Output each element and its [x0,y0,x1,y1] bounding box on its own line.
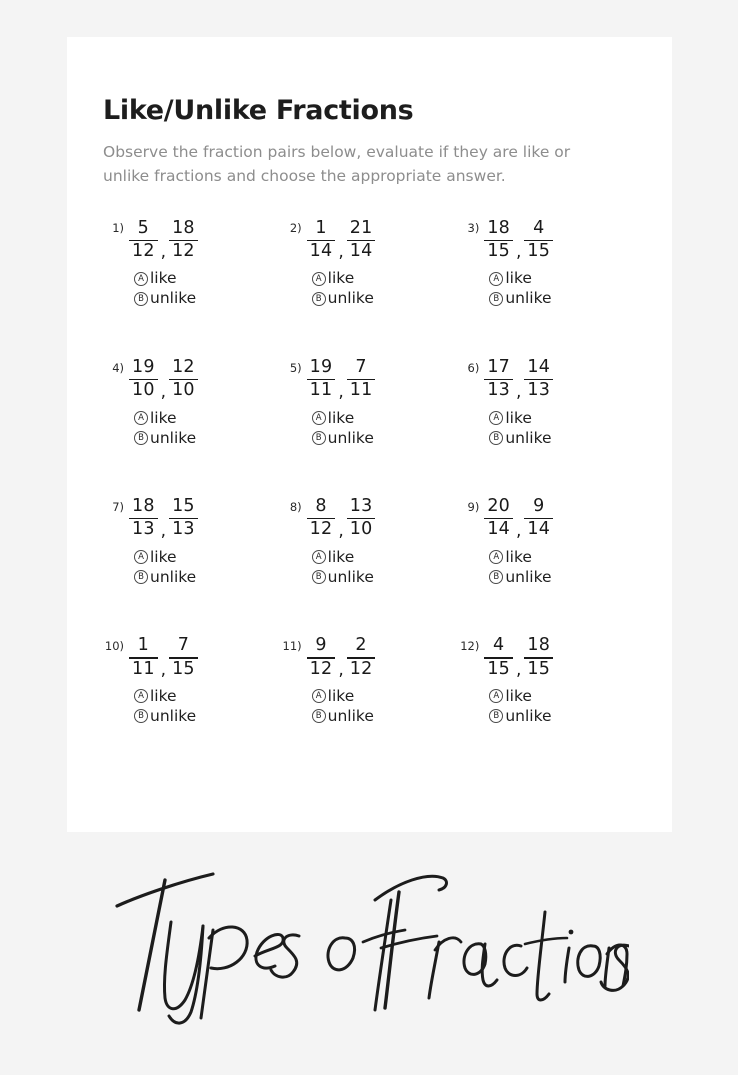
fraction-first [129,637,158,678]
option-a[interactable] [312,688,459,705]
problem-number: 12) [460,638,480,653]
pair-separator: , [160,242,167,263]
option-a[interactable] [489,688,636,705]
numerator: 19 [132,357,155,378]
worksheet-card [67,37,672,832]
option-a[interactable] [489,410,636,427]
numerator: 9 [533,496,545,517]
denominator: 11 [309,380,333,401]
answer-options [484,688,636,728]
fraction-pair [307,359,459,401]
option-a[interactable] [134,410,281,427]
option-a-label: like [327,686,355,705]
problem-number: 4) [112,360,124,375]
numerator: 14 [527,357,551,378]
numerator: 18 [527,635,551,656]
option-b-circle-icon[interactable]: B [312,431,326,445]
option-a[interactable] [312,270,459,287]
option-a[interactable] [134,270,281,287]
answer-options [307,688,459,728]
problem-item [281,359,459,450]
denominator: 12 [132,241,155,262]
option-a[interactable] [489,549,636,566]
option-a-label: like [150,547,177,566]
problem-item [281,498,459,589]
option-a-label: like [150,408,177,427]
option-b[interactable] [312,430,459,447]
worksheet-instructions: Observe the fraction pairs below, evaluate if they are like or unlike fractions and choose the appropriate answer. [103,143,571,186]
answer-options [484,549,636,589]
option-b-circle-icon[interactable]: B [489,709,503,723]
problem-item [458,219,636,310]
fraction-second [169,220,198,261]
option-a-circle-icon[interactable]: A [312,411,326,425]
numerator: 17 [487,357,510,378]
fraction-pair [484,637,636,679]
option-b-circle-icon[interactable]: B [134,431,148,445]
fraction-pair [129,359,281,401]
option-a-circle-icon[interactable]: A [489,411,503,425]
answer-options [484,410,636,450]
option-b[interactable] [134,569,281,586]
answer-options [307,549,459,589]
pair-separator: , [160,659,167,680]
problem-body [484,637,636,728]
fraction-second [347,637,376,678]
option-b-circle-icon[interactable]: B [312,570,326,584]
problem-number: 3) [467,221,480,236]
answer-options [307,270,459,310]
fraction-first [484,220,513,261]
page-title: Like/Unlike Fractions [103,95,414,126]
option-b[interactable] [134,430,281,447]
denominator: 12 [309,658,333,679]
option-a-label: like [150,686,177,705]
problem-number: 5) [289,360,302,375]
option-a-label: like [327,547,355,566]
option-b-circle-icon[interactable]: B [134,709,148,723]
answer-options [307,410,459,450]
problem-body [307,359,459,450]
option-b-label: unlike [327,567,374,586]
pair-separator: , [516,242,522,263]
numerator: 2 [355,635,367,656]
denominator: 14 [527,519,551,540]
problem-number: 1) [112,221,124,236]
problem-item [458,359,636,450]
option-b[interactable] [312,569,459,586]
fraction-first [307,498,336,539]
problem-body [129,219,281,310]
fraction-pair [484,359,636,401]
fraction-pair [129,219,281,261]
problem-item [103,498,281,589]
option-b[interactable] [489,430,636,447]
option-a-circle-icon[interactable]: A [312,272,326,286]
answer-options [484,270,636,310]
fraction-first [484,498,513,539]
pair-separator: , [338,381,344,402]
fraction-second [169,637,198,678]
option-b[interactable] [489,708,636,725]
option-b-circle-icon[interactable]: B [312,709,326,723]
handwritten-title-icon [109,860,629,1030]
answer-options [129,270,281,310]
numerator: 4 [533,218,545,239]
option-a[interactable] [312,410,459,427]
fraction-pair [307,219,459,261]
denominator: 12 [349,658,373,679]
option-b-circle-icon[interactable]: B [134,570,148,584]
fraction-first [484,637,513,678]
problem-number: 6) [467,360,480,375]
option-a-label: like [505,547,532,566]
problem-number: 8) [289,499,302,514]
option-a-label: like [505,269,532,288]
fraction-pair [129,498,281,540]
denominator: 15 [487,241,510,262]
problem-item [103,219,281,310]
denominator: 14 [487,519,510,540]
fraction-second [347,359,376,400]
option-b-label: unlike [505,706,552,725]
option-b[interactable] [312,708,459,725]
problem-number: 2) [289,221,302,236]
option-a-circle-icon[interactable]: A [134,550,148,564]
option-b[interactable] [489,569,636,586]
denominator: 13 [487,380,510,401]
fraction-second [524,359,553,400]
fraction-second [524,498,553,539]
fraction-pair [129,637,281,679]
option-a-label: like [505,686,532,705]
pair-separator: , [516,659,522,680]
option-b-circle-icon[interactable]: B [489,570,503,584]
denominator: 14 [349,241,373,262]
denominator: 15 [172,658,195,679]
numerator: 19 [309,357,333,378]
option-a-label: like [150,269,177,288]
fraction-second [347,498,376,539]
problem-body [307,219,459,310]
problem-grid [103,219,636,727]
pair-separator: , [516,520,522,541]
problem-body [484,359,636,450]
numerator: 5 [137,218,149,239]
fraction-first [129,220,158,261]
numerator: 7 [355,357,367,378]
option-b-label: unlike [327,706,374,725]
problem-body [484,219,636,310]
denominator: 15 [527,658,551,679]
pair-separator: , [160,520,167,541]
option-a-circle-icon[interactable]: A [312,550,326,564]
fraction-second [347,220,376,261]
denominator: 13 [132,519,155,540]
problem-number: 9) [467,499,480,514]
denominator: 12 [309,519,333,540]
option-a-circle-icon[interactable]: A [134,411,148,425]
pair-separator: , [516,381,522,402]
numerator: 13 [349,496,373,517]
denominator: 15 [527,241,551,262]
denominator: 10 [132,380,155,401]
denominator: 15 [487,658,510,679]
option-a-circle-icon[interactable]: A [134,272,148,286]
pair-separator: , [160,381,167,402]
numerator: 7 [177,635,190,656]
option-b-label: unlike [150,567,197,586]
answer-options [129,549,281,589]
denominator: 14 [309,241,333,262]
option-b-circle-icon[interactable]: B [489,292,503,306]
numerator: 9 [315,635,327,656]
denominator: 13 [172,519,195,540]
fraction-second [169,498,198,539]
numerator: 1 [315,218,327,239]
numerator: 21 [349,218,373,239]
problem-body [484,498,636,589]
pair-separator: , [338,242,344,263]
option-a-label: like [327,408,355,427]
pair-separator: , [338,520,344,541]
fraction-first [307,359,336,400]
fraction-first [307,637,336,678]
option-b-circle-icon[interactable]: B [312,292,326,306]
fraction-first [129,359,158,400]
numerator: 18 [172,218,195,239]
denominator: 11 [349,380,373,401]
problem-number: 7) [112,499,124,514]
fraction-pair [484,219,636,261]
problem-item [281,637,459,728]
problem-item [458,637,636,728]
option-a-circle-icon[interactable]: A [489,550,503,564]
denominator: 10 [349,519,373,540]
problem-body [307,498,459,589]
worksheet-content [67,37,672,728]
option-b-circle-icon[interactable]: B [489,431,503,445]
problem-body [129,359,281,450]
problem-number: 10) [104,638,124,653]
pair-separator: , [338,659,344,680]
option-b-circle-icon[interactable]: B [134,292,148,306]
numerator: 18 [487,218,510,239]
option-a-circle-icon[interactable]: A [489,689,503,703]
fraction-second [524,220,553,261]
fraction-pair [307,637,459,679]
option-b-label: unlike [150,289,197,308]
denominator: 11 [132,658,155,679]
fraction-first [129,498,158,539]
denominator: 10 [172,380,195,401]
option-a-circle-icon[interactable]: A [312,689,326,703]
option-a-circle-icon[interactable]: A [134,689,148,703]
option-b-label: unlike [505,289,552,308]
option-b-label: unlike [150,428,197,447]
fraction-pair [484,498,636,540]
numerator: 1 [137,635,149,656]
numerator: 12 [172,357,195,378]
option-a[interactable] [134,549,281,566]
option-b[interactable] [134,290,281,307]
numerator: 20 [487,496,510,517]
option-a-circle-icon[interactable]: A [489,272,503,286]
fraction-second [169,359,198,400]
option-b-label: unlike [505,567,552,586]
answer-options [129,688,281,728]
option-a[interactable] [312,549,459,566]
option-b-label: unlike [505,428,552,447]
problem-item [103,359,281,450]
option-b[interactable] [312,290,459,307]
denominator: 12 [172,241,195,262]
problem-body [129,498,281,589]
problem-item [458,498,636,589]
option-b-label: unlike [327,428,374,447]
fraction-first [484,359,513,400]
problem-item [103,637,281,728]
option-a[interactable] [489,270,636,287]
option-a-label: like [505,408,532,427]
option-a[interactable] [134,688,281,705]
problem-number: 11) [282,638,302,653]
problem-body [129,637,281,728]
numerator: 15 [172,496,195,517]
option-b[interactable] [134,708,281,725]
script-caption [0,860,738,1030]
option-a-label: like [327,269,355,288]
option-b[interactable] [489,290,636,307]
fraction-second [524,637,553,678]
fraction-first [307,220,336,261]
denominator: 13 [527,380,551,401]
option-b-label: unlike [150,706,197,725]
fraction-pair [307,498,459,540]
problem-item [281,219,459,310]
option-b-label: unlike [327,289,374,308]
answer-options [129,410,281,450]
numerator: 4 [492,635,505,656]
numerator: 8 [315,496,327,517]
numerator: 18 [132,496,155,517]
problem-body [307,637,459,728]
